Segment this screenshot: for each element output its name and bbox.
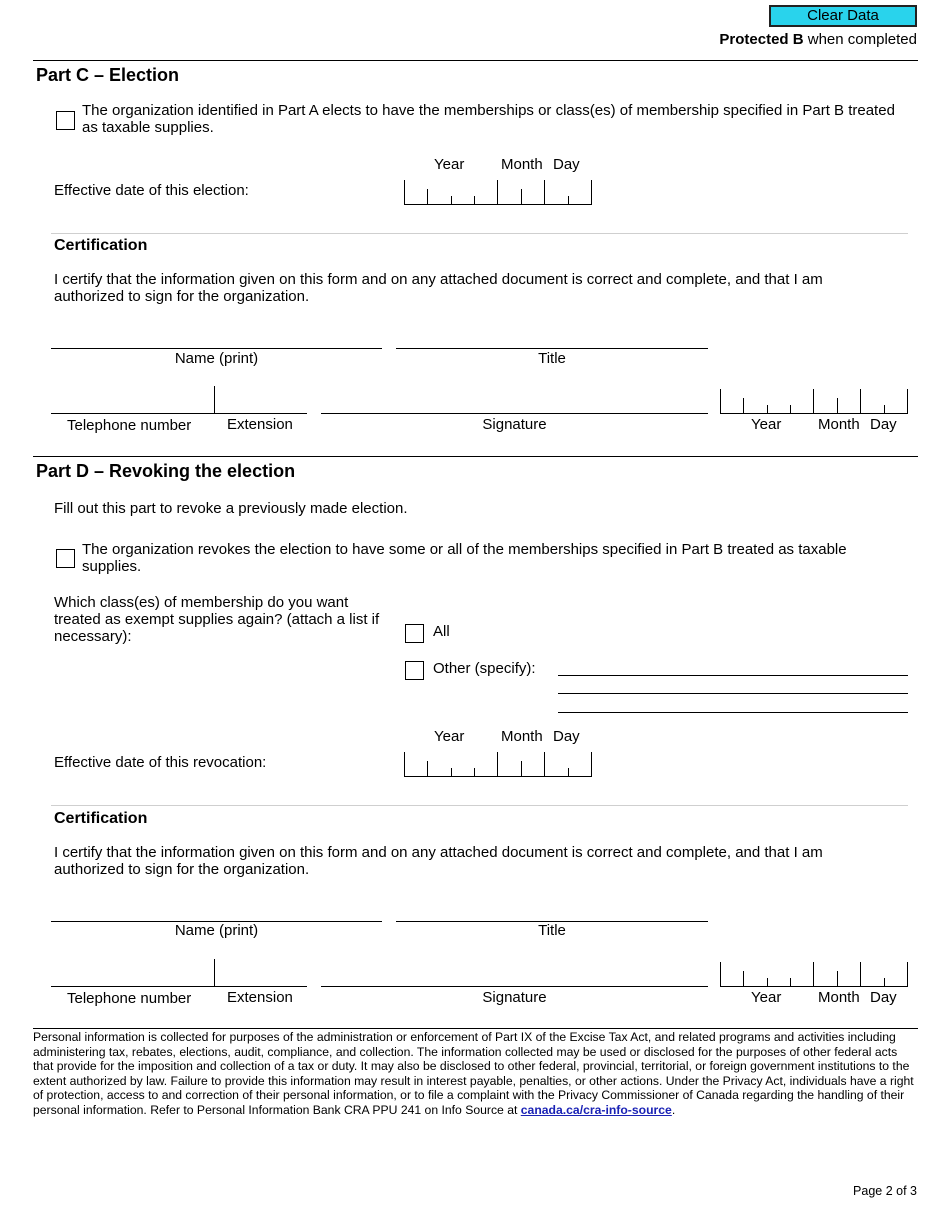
part-c-signature-label: Signature (482, 416, 547, 433)
part-c-signature-date-field[interactable] (720, 389, 908, 414)
privacy-notice-text: Personal information is collected for purposes of the administration or enforcement of Part IX of the Excise Tax Act, and related programs and activities including administering tax, rebates, elections, audit, compliance, and collection. The information collected may be used or disclosed for the purposes of other federal acts that provide for the imposition and collection of a tax or duty. It may also be disclosed to other federal, provincial, territorial, or foreign government institutions to the extent authorized by law. Failure to provide this information may result in interest payable, penalties, or other actions. Under the Privacy Act, individuals have a right of protection, access to and correction of their personal information, or to file a complaint with the Privacy Commissioner of Canada regarding the handling of their personal information. Refer to Personal Information Bank CRA PPU 241 on Info Source at (33, 1030, 914, 1117)
protected-b-label: Protected B (719, 31, 804, 48)
part-d-question: Which class(es) of membership do you want treated as exempt supplies again? (attach a list if necessary): (54, 594, 380, 645)
part-d-effective-date-label: Effective date of this revocation: (54, 754, 267, 771)
part-c-name-label: Name (print) (174, 350, 259, 367)
divider (51, 233, 908, 234)
part-d-sig-year-label: Year (751, 989, 782, 1006)
part-c-certification-title: Certification (54, 237, 148, 254)
divider (33, 456, 918, 457)
part-d-signature-field[interactable] (321, 986, 708, 987)
part-d-sig-day-label: Day (870, 989, 897, 1006)
part-d-name-label: Name (print) (174, 922, 259, 939)
part-d-title-label: Title (538, 922, 566, 939)
part-d-title: Part D – Revoking the election (36, 461, 296, 481)
part-d-other-checkbox[interactable] (405, 661, 424, 680)
part-c-elect-checkbox[interactable] (56, 111, 75, 130)
part-c-sig-month-label: Month (818, 416, 860, 433)
part-d-intro: Fill out this part to revoke a previously made election. (54, 500, 408, 517)
part-d-other-label: Other (specify): (433, 660, 536, 677)
part-d-revoke-text: The organization revokes the election to have some or all of the memberships specified in Part B treated as taxable supplies. (82, 541, 847, 575)
divider (51, 805, 908, 806)
part-c-day-label: Day (553, 156, 580, 173)
part-c-year-label: Year (434, 156, 465, 173)
part-d-other-specify-line-3[interactable] (558, 712, 908, 713)
part-d-other-specify-line-2[interactable] (558, 693, 908, 694)
part-d-all-label: All (433, 623, 450, 640)
part-c-certification-text: I certify that the information given on this form and on any attached document is correct and complete, and that I am authorized to sign for the organization. (54, 271, 823, 305)
part-c-sig-year-label: Year (751, 416, 782, 433)
field-separator (214, 386, 215, 414)
part-c-title: Part C – Election (36, 65, 180, 85)
divider (33, 1028, 918, 1029)
protected-b-suffix: when completed (803, 31, 917, 48)
part-c-extension-label: Extension (227, 416, 293, 433)
part-d-telephone-field[interactable] (51, 986, 307, 987)
privacy-notice-end: . (671, 1102, 676, 1117)
part-d-certification-title: Certification (54, 810, 148, 827)
part-d-revoke-checkbox[interactable] (56, 549, 75, 568)
part-d-certification-text: I certify that the information given on this form and on any attached document is correct and complete, and that I am authorized to sign for the organization. (54, 844, 823, 878)
part-d-effective-date-field[interactable] (404, 752, 592, 777)
part-d-signature-date-field[interactable] (720, 962, 908, 987)
part-c-elect-text: The organization identified in Part A elects to have the memberships or class(es) of membership specified in Part B treated as taxable supplies. (82, 102, 895, 136)
part-d-other-specify-line-1[interactable] (558, 675, 908, 676)
part-d-signature-label: Signature (482, 989, 547, 1006)
privacy-notice (33, 1030, 918, 1117)
field-separator (214, 959, 215, 987)
page-number: Page 2 of 3 (853, 1184, 917, 1198)
part-d-month-label: Month (501, 728, 543, 745)
part-c-name-field[interactable] (51, 348, 382, 349)
part-c-effective-date-label: Effective date of this election: (54, 182, 249, 199)
part-c-telephone-field[interactable] (51, 413, 307, 414)
part-c-telephone-label: Telephone number (67, 417, 192, 434)
clear-data-button[interactable]: Clear Data (769, 5, 917, 27)
part-d-year-label: Year (434, 728, 465, 745)
part-d-telephone-label: Telephone number (67, 990, 192, 1007)
part-c-sig-day-label: Day (870, 416, 897, 433)
part-d-sig-month-label: Month (818, 989, 860, 1006)
part-c-signature-field[interactable] (321, 413, 708, 414)
part-d-extension-label: Extension (227, 989, 293, 1006)
divider (33, 60, 918, 61)
part-c-month-label: Month (501, 156, 543, 173)
protected-b-notice (719, 31, 917, 48)
part-c-title-label: Title (538, 350, 566, 367)
part-d-all-checkbox[interactable] (405, 624, 424, 643)
part-c-effective-date-field[interactable] (404, 180, 592, 205)
part-c-title-field[interactable] (396, 348, 708, 349)
part-d-day-label: Day (553, 728, 580, 745)
info-source-link[interactable]: canada.ca/cra-info-source (520, 1102, 672, 1117)
